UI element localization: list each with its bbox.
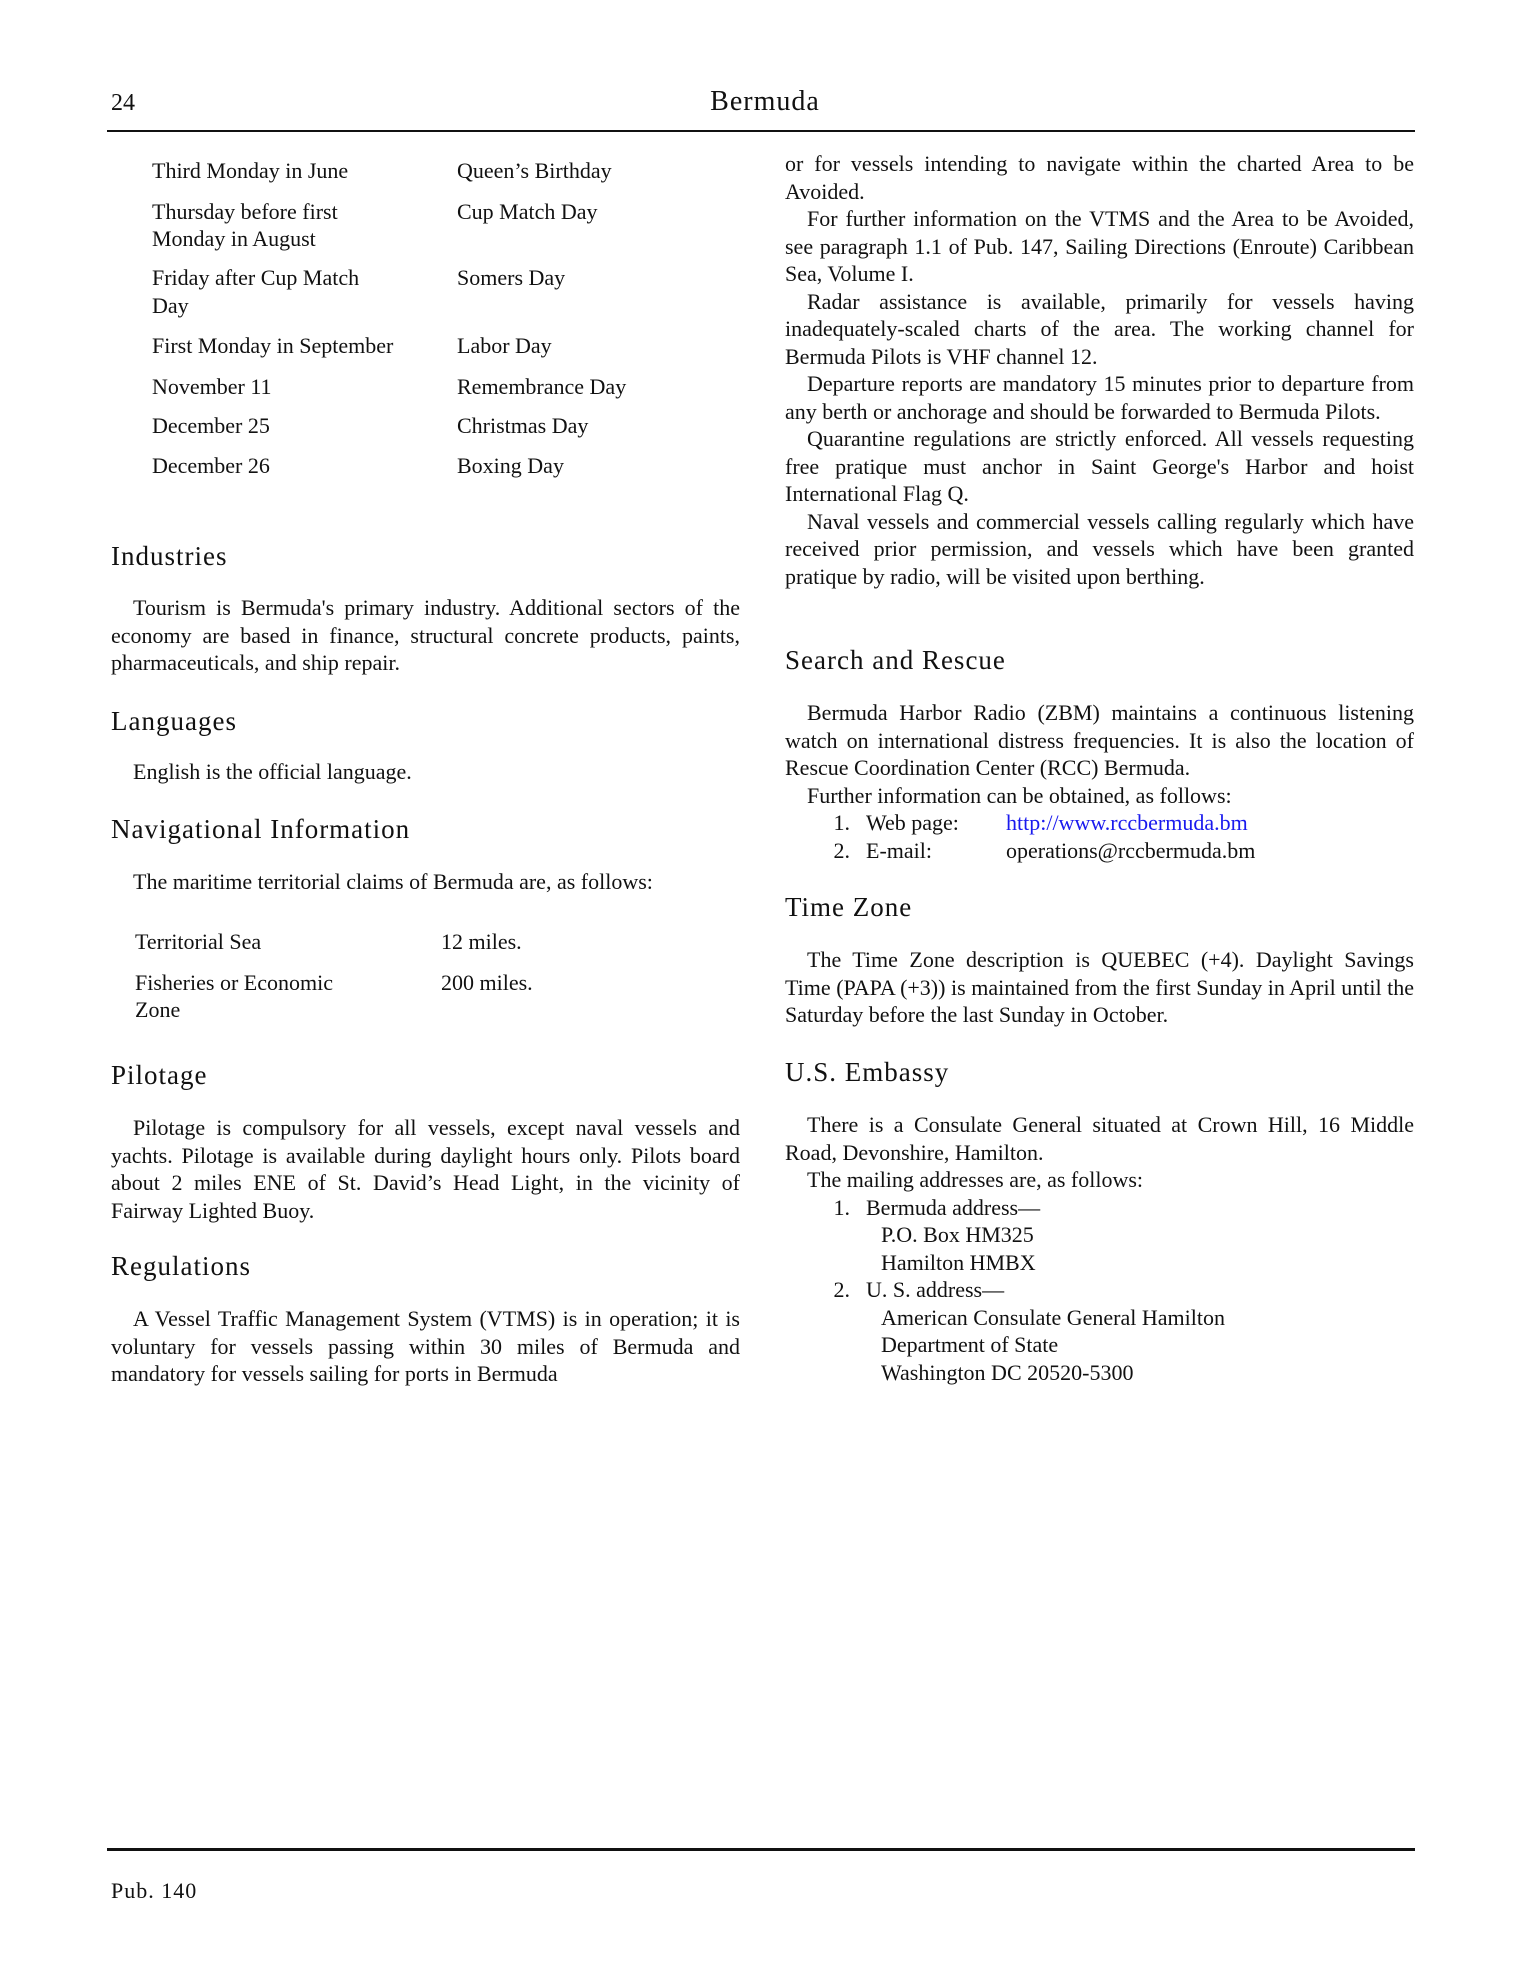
search-rescue-heading: Search and Rescue <box>785 645 1006 675</box>
contact-item <box>785 837 1414 865</box>
holiday-date: Day <box>152 293 189 318</box>
address-line: Department of State <box>881 1332 1059 1357</box>
navigational-text: The maritime territorial claims of Bermuda are, as follows: <box>133 869 653 894</box>
item-number: 2. <box>833 837 850 863</box>
industries-heading: Industries <box>111 541 228 571</box>
email-address: operations@rccbermuda.bm <box>1006 837 1256 863</box>
regulations-text: A Vessel Traffic Management System (VTMS) is in operation; it is voluntary for vessels passing within 30 miles of Bermuda and mandatory for vessels sailing for ports in Bermuda <box>111 1306 740 1386</box>
pilotage-text: Pilotage is compulsory for all vessels, except naval vessels and yachts. Pilotage is available during daylight hours only. Pilots board about 2 miles ENE of St. David’s Head Light, in the vicinity of Fairway Lighted Buoy. <box>111 1115 740 1223</box>
item-label: Web page: <box>866 810 959 835</box>
holiday-date: Friday after Cup Match <box>152 265 360 290</box>
regulations-paragraph: Quarantine regulations are strictly enforced. All vessels requesting free pratique must anchor in Saint George's Harbor and hoist International Flag Q. <box>785 426 1414 506</box>
claim-label: Territorial Sea <box>135 929 262 954</box>
holiday-name: Christmas Day <box>457 413 589 438</box>
address-line: Washington DC 20520-5300 <box>881 1359 1134 1385</box>
claim-value: 200 miles. <box>441 970 533 995</box>
languages-heading: Languages <box>111 706 237 736</box>
item-number: 2. <box>833 1277 850 1302</box>
address-item <box>785 1276 1414 1304</box>
holiday-name: Cup Match Day <box>457 199 598 224</box>
item-number: 1. <box>833 1194 850 1220</box>
embassy-text2: The mailing addresses are, as follows: <box>807 1167 1144 1192</box>
navigational-heading: Navigational Information <box>111 814 411 844</box>
embassy-heading: U.S. Embassy <box>785 1057 950 1087</box>
footer-publication: Pub. 140 <box>111 1878 198 1903</box>
footer-rule <box>107 1848 1415 1851</box>
holiday-date: December 25 <box>152 413 270 438</box>
regulations-paragraph: Radar assistance is available, primarily for vessels having inadequately-scaled charts of the area. The working channel for Bermuda Pilots is VHF channel 12. <box>785 288 1414 369</box>
holiday-name: Labor Day <box>457 333 552 358</box>
time-zone-text: The Time Zone description is QUEBEC (+4). Daylight Savings Time (PAPA (+3)) is maintained from the first Sunday in April until the Saturday before the last Sunday in October. <box>785 947 1414 1027</box>
address-line: Hamilton HMBX <box>881 1249 1036 1275</box>
address-line: P.O. Box HM325 <box>881 1222 1034 1247</box>
address-line: American Consulate General Hamilton <box>881 1304 1225 1330</box>
pilotage-heading: Pilotage <box>111 1060 208 1090</box>
regulations-paragraph: For further information on the VTMS and the Area to be Avoided, see paragraph 1.1 of Pub. 147, Sailing Directions (Enroute) Caribbean Sea, Volume I. <box>785 206 1414 286</box>
search-rescue-text: Bermuda Harbor Radio (ZBM) maintains a continuous listening watch on international distress frequencies. It is also the location of Rescue Coordination Center (RCC) Bermuda. <box>785 700 1414 780</box>
holiday-name: Remembrance Day <box>457 374 627 399</box>
embassy-text: There is a Consulate General situated at Crown Hill, 16 Middle Road, Devonshire, Hamilton. <box>785 1112 1414 1165</box>
item-label: E-mail: <box>866 837 932 863</box>
holiday-date: First Monday in September <box>152 333 394 358</box>
contact-item <box>785 809 1414 837</box>
regulations-paragraph: Departure reports are mandatory 15 minutes prior to departure from any berth or anchorage and should be forwarded to Bermuda Pilots. <box>785 371 1414 424</box>
regulations-continued <box>785 150 1414 590</box>
regulations-heading: Regulations <box>111 1251 251 1281</box>
holiday-name: Boxing Day <box>457 453 564 478</box>
item-number: 1. <box>833 810 850 835</box>
holiday-date: November 11 <box>152 374 272 399</box>
header-rule <box>107 130 1415 132</box>
web-page-link[interactable]: http://www.rccbermuda.bm <box>1006 810 1248 835</box>
claim-label: Zone <box>135 997 181 1022</box>
holiday-date: Monday in August <box>152 226 316 251</box>
page-title: Bermuda <box>710 86 820 117</box>
address-label: U. S. address— <box>866 1277 1005 1302</box>
holiday-date: December 26 <box>152 453 270 478</box>
holiday-name: Somers Day <box>457 265 566 290</box>
holiday-name: Queen’s Birthday <box>457 158 612 183</box>
regulations-paragraph: Naval vessels and commercial vessels calling regularly which have received prior permission, and vessels which have been granted pratique by radio, will be visited upon berthing. <box>785 508 1414 589</box>
claim-value: 12 miles. <box>441 929 522 954</box>
time-zone-heading: Time Zone <box>785 892 913 922</box>
regulations-continuation: or for vessels intending to navigate within the charted Area to be Avoided. <box>785 151 1414 204</box>
holiday-date: Thursday before first <box>152 199 338 224</box>
claim-label: Fisheries or Economic <box>135 970 333 995</box>
holiday-date: Third Monday in June <box>152 158 349 183</box>
page-number: 24 <box>111 90 135 116</box>
address-item <box>785 1194 1414 1222</box>
search-rescue-text2: Further information can be obtained, as follows: <box>807 782 1232 808</box>
address-label: Bermuda address— <box>866 1194 1041 1220</box>
languages-text: English is the official language. <box>133 759 412 784</box>
industries-text: Tourism is Bermuda's primary industry. Additional sectors of the economy are based in finance, structural concrete products, paints, pharmaceuticals, and ship repair. <box>111 595 740 675</box>
